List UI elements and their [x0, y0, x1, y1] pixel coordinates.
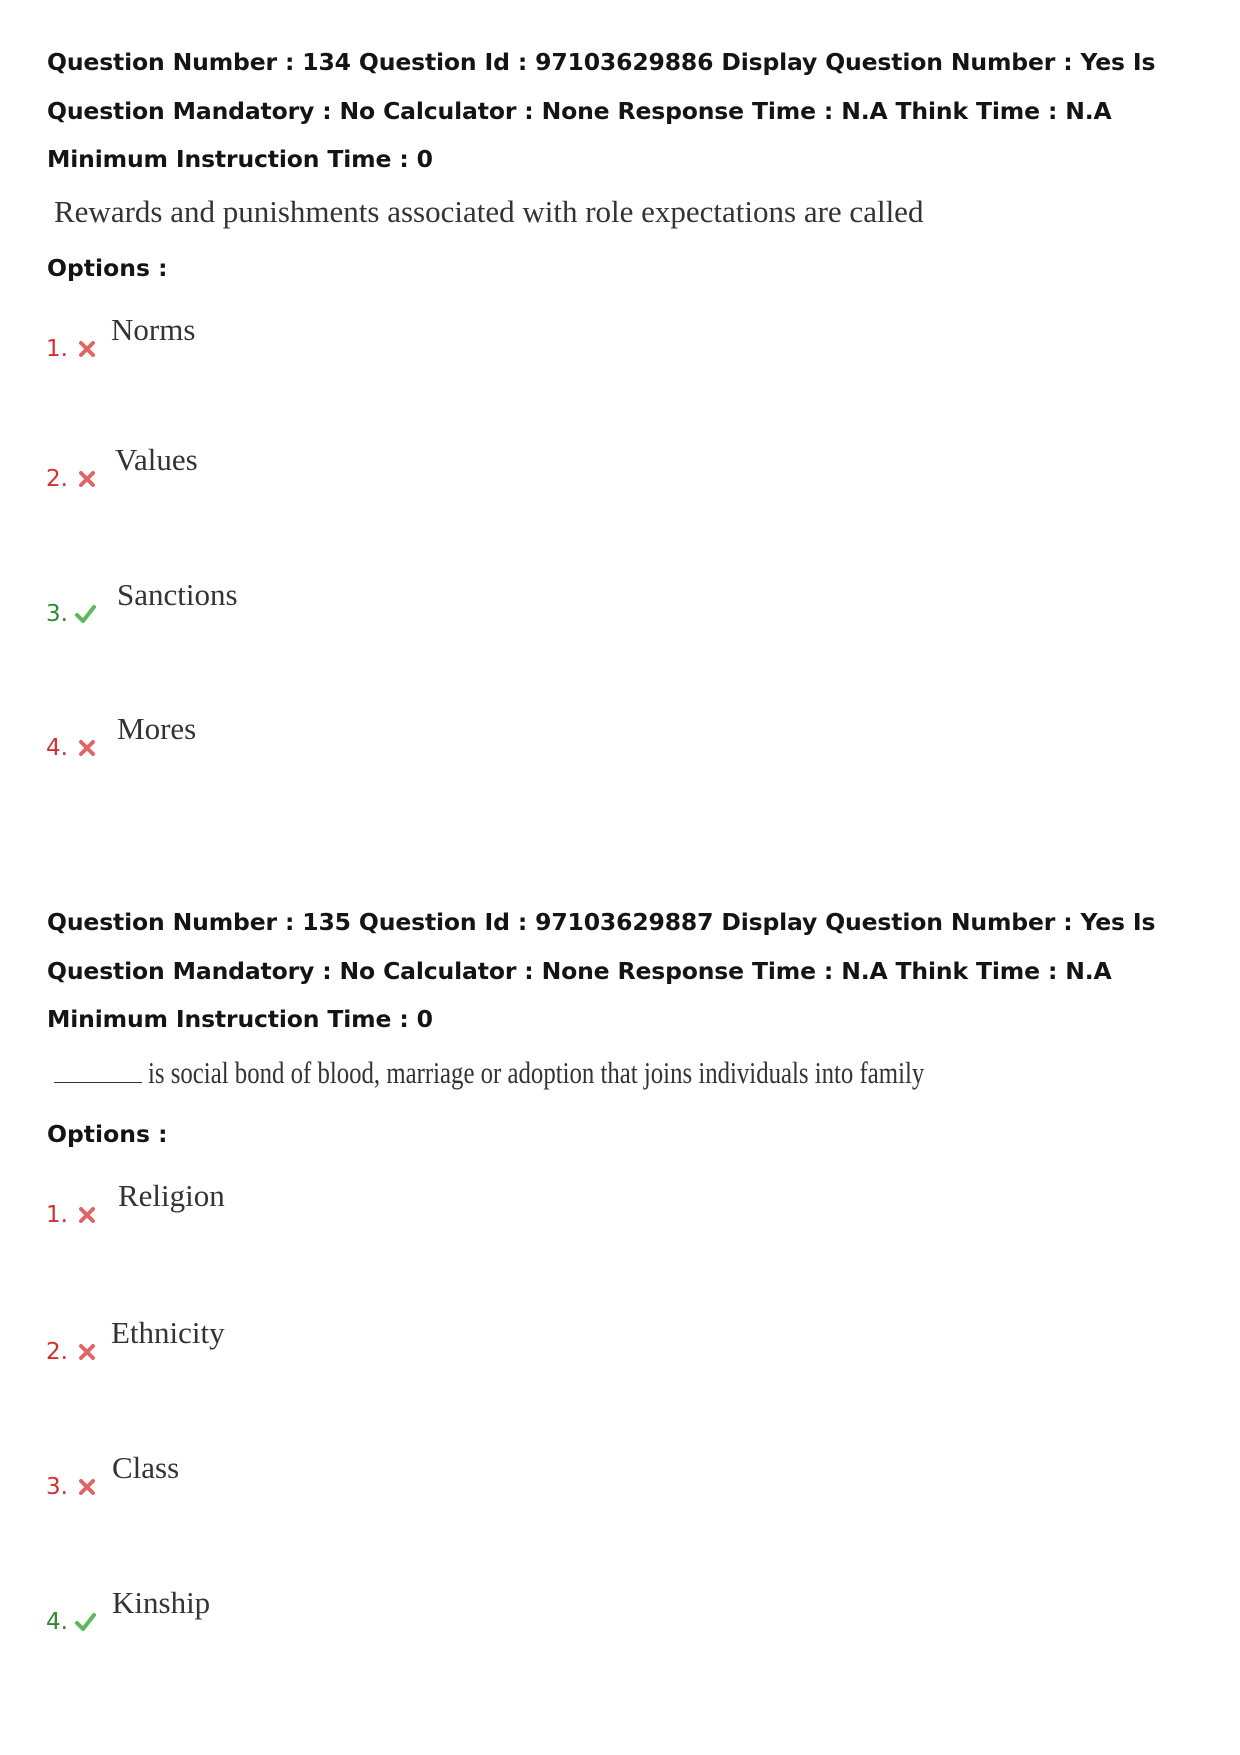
- option-number: 1.: [46, 336, 68, 362]
- question-text-body: is social bond of blood, marriage or adoption that joins individuals into family: [148, 1055, 925, 1090]
- option-number: 2.: [46, 466, 68, 492]
- question-header: Question Number : 135 Question Id : 97103629887 Display Question Number : Yes Is Question Mandatory : No Calculator : None Response Time : N.A Think Time : N.A Minimum Instruction Time : 0: [47, 908, 1156, 1033]
- option-number: 4.: [46, 1609, 68, 1635]
- option-text: Ethnicity: [111, 1315, 225, 1350]
- question-header: Question Number : 134 Question Id : 97103629886 Display Question Number : Yes Is Question Mandatory : No Calculator : None Response Time : N.A Think Time : N.A Minimum Instruction Time : 0: [47, 48, 1156, 173]
- option-number: 3.: [46, 601, 68, 627]
- option-text: Values: [115, 442, 198, 477]
- option-text: Norms: [111, 312, 196, 347]
- option-text: Sanctions: [117, 577, 238, 612]
- cross-mark-icon: [76, 1341, 98, 1363]
- option-text: Religion: [118, 1178, 225, 1213]
- cross-mark-icon: [76, 737, 98, 759]
- check-mark-icon: [74, 603, 96, 625]
- answer-blank: [54, 1056, 142, 1083]
- cross-mark-icon: [76, 468, 98, 490]
- option-2: [46, 442, 646, 492]
- cross-mark-icon: [76, 1476, 98, 1498]
- option-text: Mores: [117, 711, 197, 746]
- option-number: 4.: [46, 735, 68, 761]
- check-mark-icon: [74, 1611, 96, 1633]
- option-1: [46, 312, 646, 362]
- options-label: Options :: [47, 1120, 168, 1148]
- options-label: Options :: [47, 254, 168, 282]
- option-2: [46, 1315, 646, 1365]
- option-4: [46, 1585, 646, 1635]
- option-text: Kinship: [112, 1585, 211, 1620]
- question-text: [54, 1055, 1118, 1091]
- option-4: [46, 711, 646, 761]
- question-text: Rewards and punishments associated with role expectations are called: [54, 194, 924, 229]
- cross-mark-icon: [76, 1204, 98, 1226]
- option-3: [46, 1450, 646, 1500]
- option-1: [46, 1178, 646, 1228]
- option-number: 2.: [46, 1339, 68, 1365]
- option-3: [46, 577, 646, 627]
- cross-mark-icon: [76, 338, 98, 360]
- option-number: 3.: [46, 1474, 68, 1500]
- option-text: Class: [112, 1450, 180, 1485]
- option-number: 1.: [46, 1202, 68, 1228]
